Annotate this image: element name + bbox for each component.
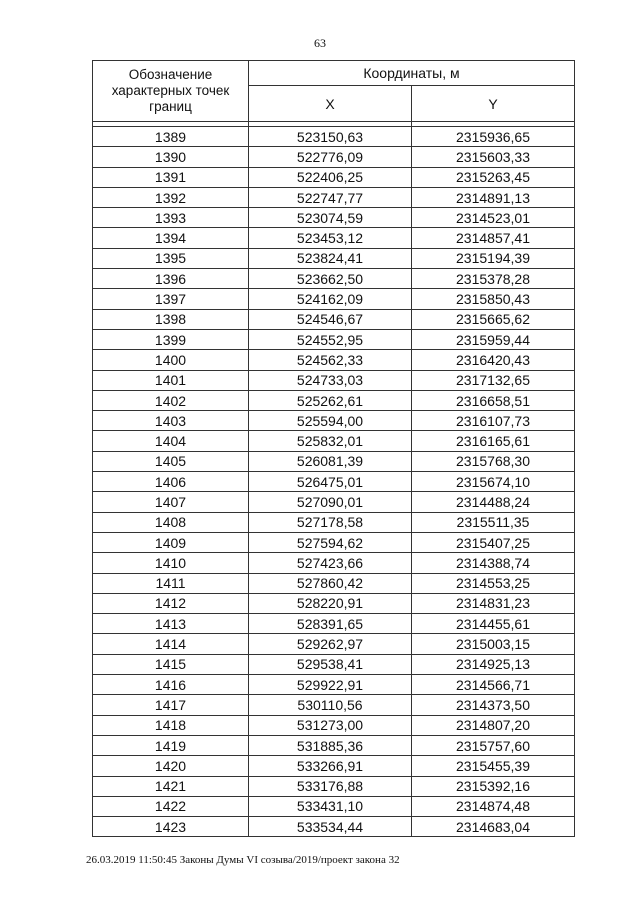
cell-x: 526475,01 xyxy=(249,472,412,492)
cell-y: 2314683,04 xyxy=(412,817,575,837)
cell-y: 2315850,43 xyxy=(412,289,575,309)
cell-point-id: 1405 xyxy=(93,451,249,471)
table-row xyxy=(93,370,575,390)
cell-point-id: 1420 xyxy=(93,756,249,776)
cell-point-id: 1399 xyxy=(93,329,249,349)
table-row xyxy=(93,309,575,329)
table-row xyxy=(93,127,575,147)
cell-y: 2315263,45 xyxy=(412,167,575,187)
cell-x: 524162,09 xyxy=(249,289,412,309)
table-row xyxy=(93,492,575,512)
cell-y: 2314388,74 xyxy=(412,553,575,573)
cell-y: 2314488,24 xyxy=(412,492,575,512)
cell-y: 2314523,01 xyxy=(412,208,575,228)
cell-x: 530110,56 xyxy=(249,695,412,715)
cell-y: 2316107,73 xyxy=(412,411,575,431)
cell-x: 522406,25 xyxy=(249,167,412,187)
table-row xyxy=(93,532,575,552)
cell-point-id: 1415 xyxy=(93,654,249,674)
cell-x: 527594,62 xyxy=(249,532,412,552)
cell-y: 2315194,39 xyxy=(412,248,575,268)
cell-point-id: 1413 xyxy=(93,614,249,634)
cell-x: 528391,65 xyxy=(249,614,412,634)
cell-y: 2315378,28 xyxy=(412,269,575,289)
page-number: 63 xyxy=(314,36,326,50)
cell-point-id: 1409 xyxy=(93,532,249,552)
cell-x: 527860,42 xyxy=(249,573,412,593)
table-row xyxy=(93,187,575,207)
cell-y: 2314553,25 xyxy=(412,573,575,593)
cell-point-id: 1411 xyxy=(93,573,249,593)
table-row xyxy=(93,411,575,431)
cell-y: 2315674,10 xyxy=(412,472,575,492)
cell-x: 523074,59 xyxy=(249,208,412,228)
cell-x: 528220,91 xyxy=(249,593,412,613)
cell-y: 2314455,61 xyxy=(412,614,575,634)
table-row xyxy=(93,208,575,228)
table-row xyxy=(93,269,575,289)
cell-point-id: 1404 xyxy=(93,431,249,451)
cell-y: 2316420,43 xyxy=(412,350,575,370)
cell-y: 2314874,48 xyxy=(412,796,575,816)
cell-point-id: 1403 xyxy=(93,411,249,431)
cell-x: 525262,61 xyxy=(249,390,412,410)
cell-x: 531885,36 xyxy=(249,735,412,755)
cell-y: 2315959,44 xyxy=(412,329,575,349)
cell-x: 533534,44 xyxy=(249,817,412,837)
cell-x: 533176,88 xyxy=(249,776,412,796)
cell-point-id: 1422 xyxy=(93,796,249,816)
cell-x: 524733,03 xyxy=(249,370,412,390)
cell-x: 525594,00 xyxy=(249,411,412,431)
cell-y: 2314891,13 xyxy=(412,187,575,207)
cell-point-id: 1418 xyxy=(93,715,249,735)
table-row xyxy=(93,512,575,532)
table-row xyxy=(93,573,575,593)
cell-x: 529262,97 xyxy=(249,634,412,654)
table-row xyxy=(93,817,575,837)
cell-point-id: 1400 xyxy=(93,350,249,370)
cell-y: 2315665,62 xyxy=(412,309,575,329)
table-row xyxy=(93,634,575,654)
cell-x: 533431,10 xyxy=(249,796,412,816)
cell-y: 2317132,65 xyxy=(412,370,575,390)
cell-x: 522747,77 xyxy=(249,187,412,207)
cell-x: 533266,91 xyxy=(249,756,412,776)
table-row xyxy=(93,796,575,816)
cell-y: 2315407,25 xyxy=(412,532,575,552)
cell-x: 525832,01 xyxy=(249,431,412,451)
cell-x: 526081,39 xyxy=(249,451,412,471)
cell-y: 2314807,20 xyxy=(412,715,575,735)
cell-y: 2315936,65 xyxy=(412,127,575,147)
table-row xyxy=(93,593,575,613)
cell-y: 2316658,51 xyxy=(412,390,575,410)
table-row xyxy=(93,431,575,451)
cell-point-id: 1402 xyxy=(93,390,249,410)
cell-y: 2314831,23 xyxy=(412,593,575,613)
cell-y: 2315003,15 xyxy=(412,634,575,654)
table-row xyxy=(93,472,575,492)
cell-point-id: 1392 xyxy=(93,187,249,207)
cell-x: 523662,50 xyxy=(249,269,412,289)
table-row xyxy=(93,675,575,695)
cell-x: 529538,41 xyxy=(249,654,412,674)
cell-y: 2315392,16 xyxy=(412,776,575,796)
cell-x: 523453,12 xyxy=(249,228,412,248)
cell-y: 2315768,30 xyxy=(412,451,575,471)
footer-document-info: 26.03.2019 11:50:45 Законы Думы VI созыва/2019/проект закона 32 xyxy=(86,854,400,866)
table-row xyxy=(93,735,575,755)
table-row xyxy=(93,614,575,634)
cell-point-id: 1397 xyxy=(93,289,249,309)
cell-point-id: 1398 xyxy=(93,309,249,329)
table-row xyxy=(93,715,575,735)
cell-x: 523150,63 xyxy=(249,127,412,147)
cell-point-id: 1393 xyxy=(93,208,249,228)
table-row xyxy=(93,451,575,471)
cell-point-id: 1416 xyxy=(93,675,249,695)
table-row xyxy=(93,329,575,349)
table-row xyxy=(93,147,575,167)
table-row xyxy=(93,248,575,268)
cell-point-id: 1406 xyxy=(93,472,249,492)
cell-point-id: 1407 xyxy=(93,492,249,512)
cell-y: 2315757,60 xyxy=(412,735,575,755)
table-row xyxy=(93,228,575,248)
cell-y: 2314373,50 xyxy=(412,695,575,715)
cell-x: 522776,09 xyxy=(249,147,412,167)
table-row xyxy=(93,289,575,309)
cell-point-id: 1417 xyxy=(93,695,249,715)
table-row xyxy=(93,390,575,410)
header-coordinates: Координаты, м xyxy=(249,61,575,86)
header-y: Y xyxy=(412,86,575,122)
header-x: X xyxy=(249,86,412,122)
coordinates-table xyxy=(92,60,575,837)
cell-x: 527178,58 xyxy=(249,512,412,532)
cell-point-id: 1412 xyxy=(93,593,249,613)
cell-x: 523824,41 xyxy=(249,248,412,268)
cell-point-id: 1419 xyxy=(93,735,249,755)
cell-point-id: 1394 xyxy=(93,228,249,248)
header-point-label: Обозначение характерных точек границ xyxy=(93,61,249,122)
cell-point-id: 1396 xyxy=(93,269,249,289)
table-row xyxy=(93,695,575,715)
table-body xyxy=(93,127,575,837)
cell-y: 2314925,13 xyxy=(412,654,575,674)
cell-x: 524552,95 xyxy=(249,329,412,349)
cell-point-id: 1390 xyxy=(93,147,249,167)
cell-point-id: 1410 xyxy=(93,553,249,573)
table-row xyxy=(93,553,575,573)
table-row xyxy=(93,167,575,187)
cell-y: 2316165,61 xyxy=(412,431,575,451)
cell-point-id: 1401 xyxy=(93,370,249,390)
cell-y: 2315511,35 xyxy=(412,512,575,532)
cell-point-id: 1408 xyxy=(93,512,249,532)
table-row xyxy=(93,776,575,796)
cell-x: 527090,01 xyxy=(249,492,412,512)
cell-point-id: 1423 xyxy=(93,817,249,837)
cell-x: 529922,91 xyxy=(249,675,412,695)
cell-y: 2315603,33 xyxy=(412,147,575,167)
cell-x: 524546,67 xyxy=(249,309,412,329)
cell-point-id: 1391 xyxy=(93,167,249,187)
cell-point-id: 1421 xyxy=(93,776,249,796)
cell-x: 527423,66 xyxy=(249,553,412,573)
cell-y: 2314857,41 xyxy=(412,228,575,248)
cell-y: 2314566,71 xyxy=(412,675,575,695)
table-row xyxy=(93,654,575,674)
cell-x: 524562,33 xyxy=(249,350,412,370)
cell-point-id: 1389 xyxy=(93,127,249,147)
cell-point-id: 1414 xyxy=(93,634,249,654)
cell-y: 2315455,39 xyxy=(412,756,575,776)
table-row xyxy=(93,756,575,776)
cell-x: 531273,00 xyxy=(249,715,412,735)
cell-point-id: 1395 xyxy=(93,248,249,268)
table-row xyxy=(93,350,575,370)
